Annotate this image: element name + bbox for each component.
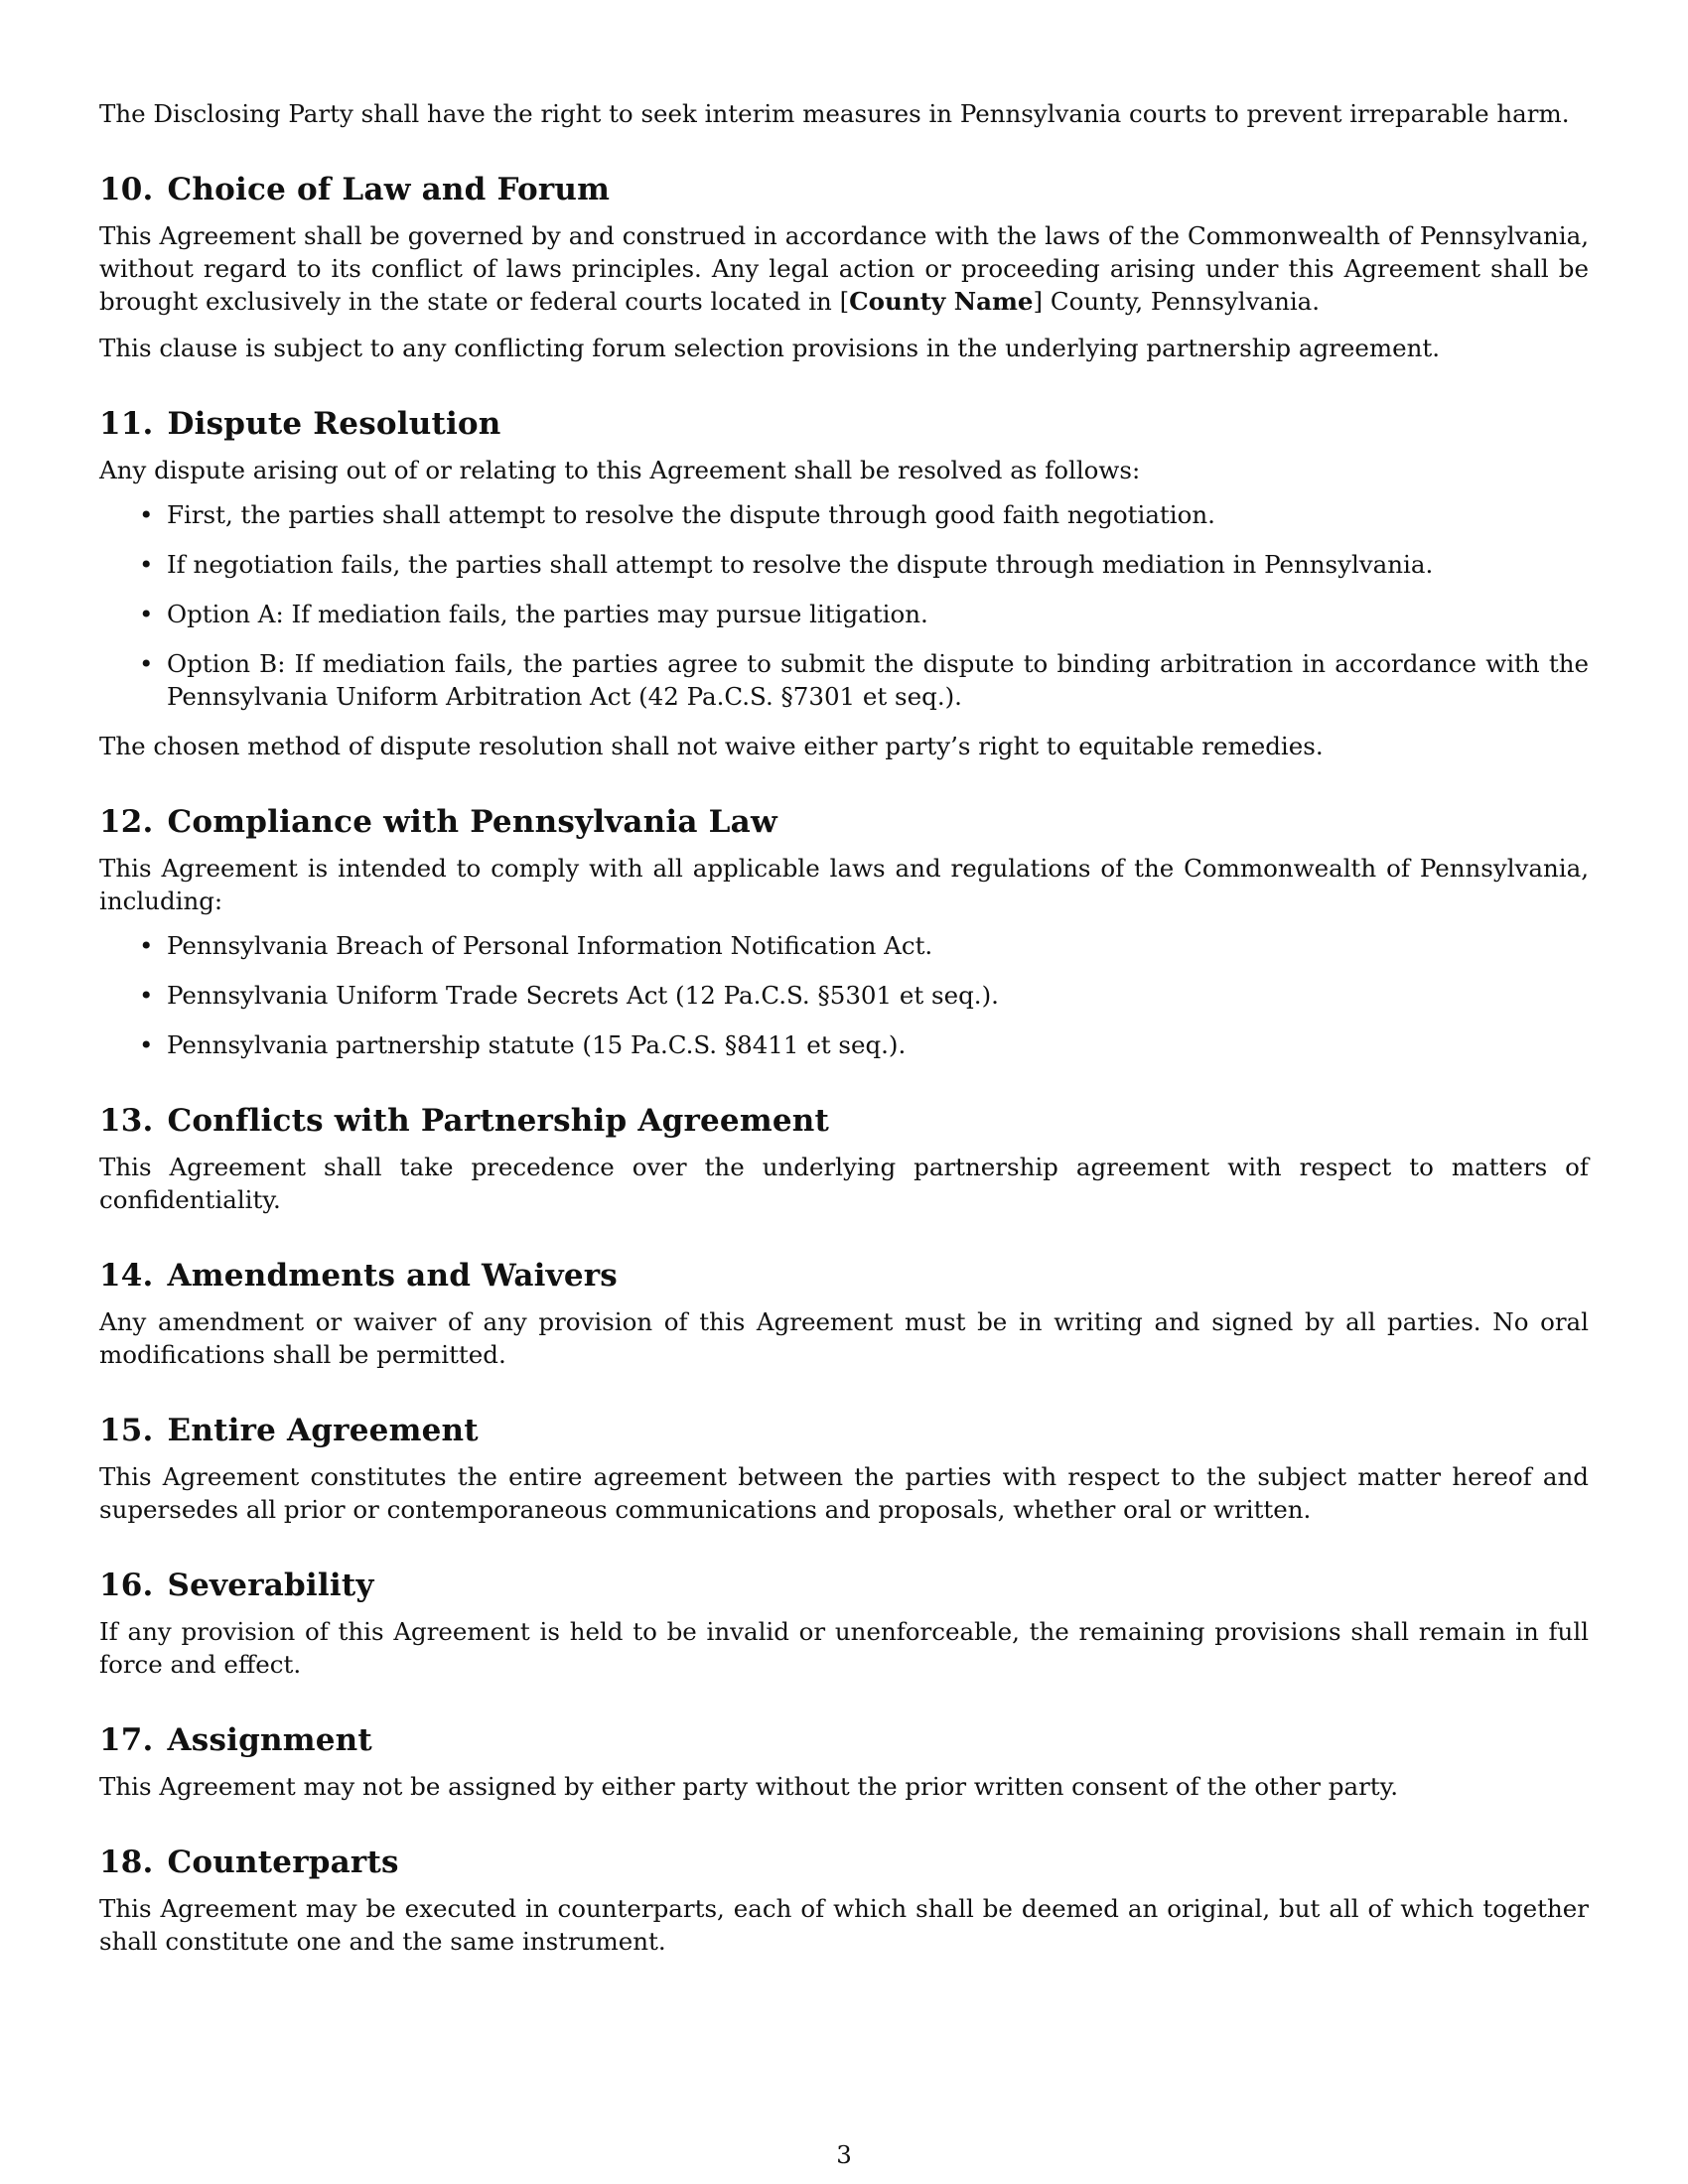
section-number: 18. [99,1844,154,1880]
section-number: 12. [99,804,154,840]
bullet-icon: • [139,1030,154,1059]
text-run: ] County, Pennsylvania. [1033,287,1321,316]
section-paragraph: This Agreement constitutes the entire agreement between the parties with respect to the subject matter hereof and supersedes all prior or contemporaneous communications and proposals, whether oral or written. [99,1462,1589,1524]
section-heading [99,1843,1589,1882]
bullet-icon: • [139,600,154,628]
section-number: 10. [99,172,154,207]
section-paragraph: This Agreement is intended to comply with all applicable laws and regulations of the Commonwealth of Pennsylvania, including: [99,854,1589,915]
list-item [99,647,1589,713]
section-heading [99,1101,1589,1141]
section-title: Compliance with Pennsylvania Law [167,804,777,840]
bullet-icon: • [139,981,154,1010]
bullet-icon: • [139,931,154,960]
section-title: Amendments and Waivers [167,1258,618,1294]
intro-paragraph: The Disclosing Party shall have the right to seek interim measures in Pennsylvania courts to prevent irreparable harm. [99,99,1570,128]
section-paragraph: Any amendment or waiver of any provision of this Agreement must be in writing and signed by all parties. No oral modifications shall be permitted. [99,1307,1589,1369]
bullet-list [99,498,1589,713]
list-item [99,979,1589,1012]
placeholder-county-name: County Name [849,287,1034,316]
bullet-list [99,929,1589,1061]
section-title: Counterparts [167,1844,399,1880]
section-heading [99,802,1589,842]
document-page [99,97,1589,1958]
list-item [99,929,1589,962]
section-title: Severability [167,1568,374,1603]
bullet-icon: • [139,550,154,579]
list-item-text: Pennsylvania Breach of Personal Information Notification Act. [167,931,933,960]
list-item [99,598,1589,630]
bullet-icon: • [139,500,154,529]
section-11 [99,404,1589,762]
section-heading [99,1720,1589,1760]
section-number: 13. [99,1103,154,1139]
section-paragraph: This Agreement may be executed in counterparts, each of which shall be deemed an original, but all of which together shall constitute one and the same instrument. [99,1894,1589,1956]
list-item [99,1028,1589,1061]
section-17 [99,1720,1589,1803]
section-10 [99,170,1589,364]
section-heading [99,1411,1589,1450]
section-number: 11. [99,406,154,442]
section-paragraph: This Agreement shall take precedence over the underlying partnership agreement with respect to matters of confidentiality. [99,1153,1589,1214]
section-number: 17. [99,1722,154,1758]
section-13 [99,1101,1589,1216]
section-heading [99,170,1589,209]
section-title: Conflicts with Partnership Agreement [167,1103,830,1139]
section-18 [99,1843,1589,1958]
list-item [99,548,1589,581]
page-number: 3 [836,2140,852,2169]
section-paragraph: If any provision of this Agreement is held to be invalid or unenforceable, the remaining provisions shall remain in full force and effect. [99,1617,1589,1679]
section-title: Dispute Resolution [167,406,501,442]
text-run: This Agreement shall be governed by and construed in accordance with the laws of the Commonwealth of Pennsylvania, without regard to its conflict of laws principles. Any legal action or proceeding arising under this Agreement shall be brought exclusively in the state or federal courts located in [ [99,221,1589,316]
section-paragraph: This Agreement may not be assigned by either party without the prior written consent of the other party. [99,1772,1399,1801]
section-title: Assignment [167,1722,372,1758]
section-16 [99,1566,1589,1681]
list-item-text: If negotiation fails, the parties shall attempt to resolve the dispute through mediation in Pennsylvania. [167,550,1434,579]
section-paragraph: Any dispute arising out of or relating to this Agreement shall be resolved as follows: [99,456,1141,484]
list-item [99,498,1589,531]
section-number: 14. [99,1258,154,1294]
list-item-text: First, the parties shall attempt to resolve the dispute through good faith negotiation. [167,500,1215,529]
list-item-text: Option B: If mediation fails, the parties agree to submit the dispute to binding arbitration in accordance with the Pennsylvania Uniform Arbitration Act (42 Pa.C.S. §7301 et seq.). [167,649,1589,711]
section-paragraph [99,219,1589,318]
section-paragraph: This clause is subject to any conflicting forum selection provisions in the underlying partnership agreement. [99,334,1441,362]
list-item-text: Pennsylvania partnership statute (15 Pa.C.S. §8411 et seq.). [167,1030,907,1059]
section-number: 15. [99,1413,154,1448]
section-title: Choice of Law and Forum [167,172,611,207]
section-number: 16. [99,1568,154,1603]
section-12 [99,802,1589,1061]
section-heading [99,404,1589,444]
section-heading [99,1566,1589,1605]
section-title: Entire Agreement [167,1413,479,1448]
section-14 [99,1256,1589,1371]
section-15 [99,1411,1589,1526]
list-item-text: Pennsylvania Uniform Trade Secrets Act (12 Pa.C.S. §5301 et seq.). [167,981,999,1010]
list-item-text: Option A: If mediation fails, the parties may pursue litigation. [167,600,928,628]
bullet-icon: • [139,649,154,678]
section-heading [99,1256,1589,1296]
section-paragraph: The chosen method of dispute resolution shall not waive either party’s right to equitable remedies. [99,732,1324,760]
